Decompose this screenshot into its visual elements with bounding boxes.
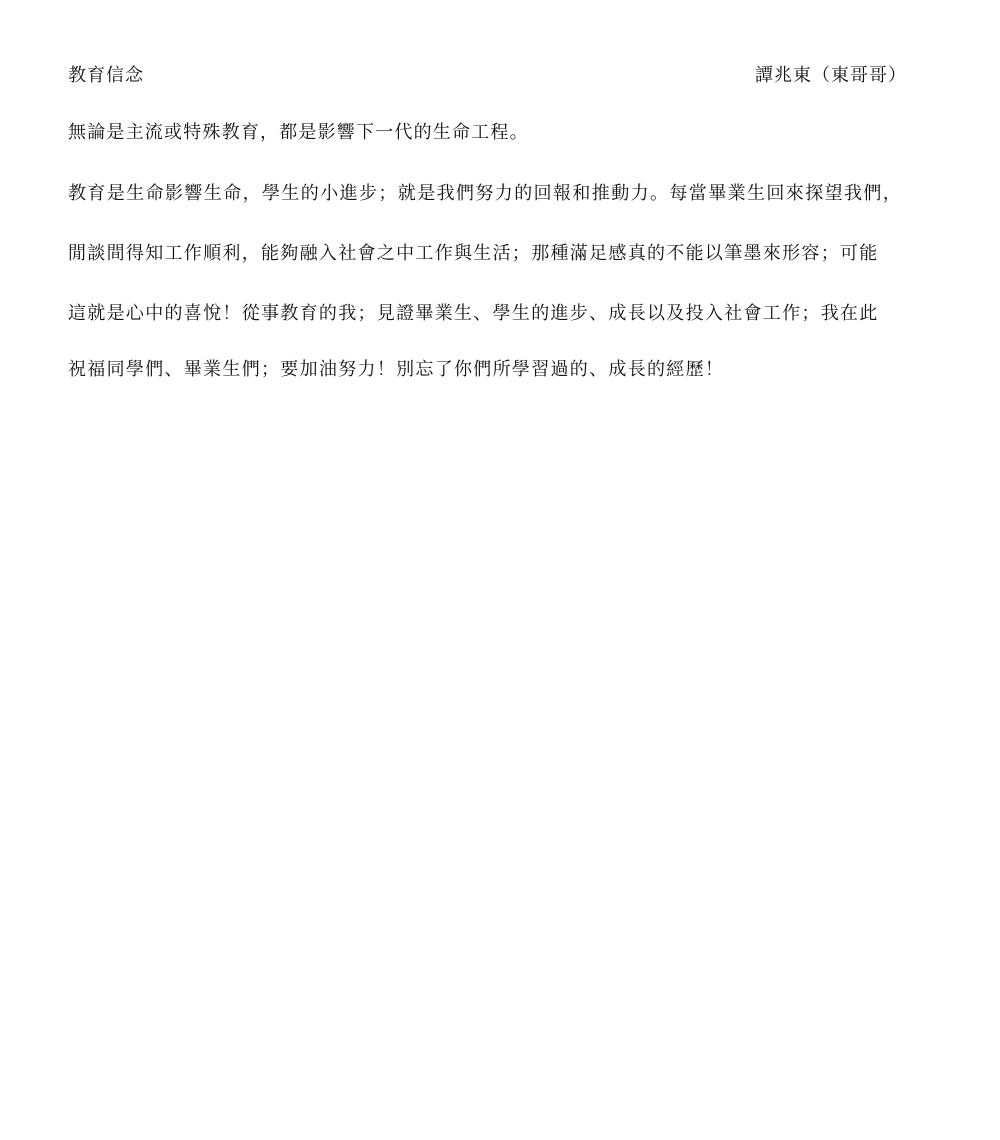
paragraph-line-4: 這就是心中的喜悅！從事教育的我；見證畢業生、學生的進步、成長以及投入社會工作；我在此 <box>68 303 879 324</box>
document-author: 譚兆東（東哥哥） <box>755 65 907 86</box>
paragraph-line-2: 教育是生命影響生命，學生的小進步；就是我們努力的回報和推動力。每當畢業生回來探望我們， <box>68 183 903 204</box>
paragraph-line-3: 閒談間得知工作順利，能夠融入社會之中工作與生活；那種滿足感真的不能以筆墨來形容；可能 <box>68 243 879 264</box>
paragraph-line-5: 祝福同學們、畢業生們；要加油努力！別忘了你們所學習過的、成長的經歷！ <box>68 359 725 380</box>
document-title: 教育信念 <box>68 65 144 86</box>
paragraph-line-1: 無論是主流或特殊教育，都是影響下一代的生命工程。 <box>68 122 529 143</box>
